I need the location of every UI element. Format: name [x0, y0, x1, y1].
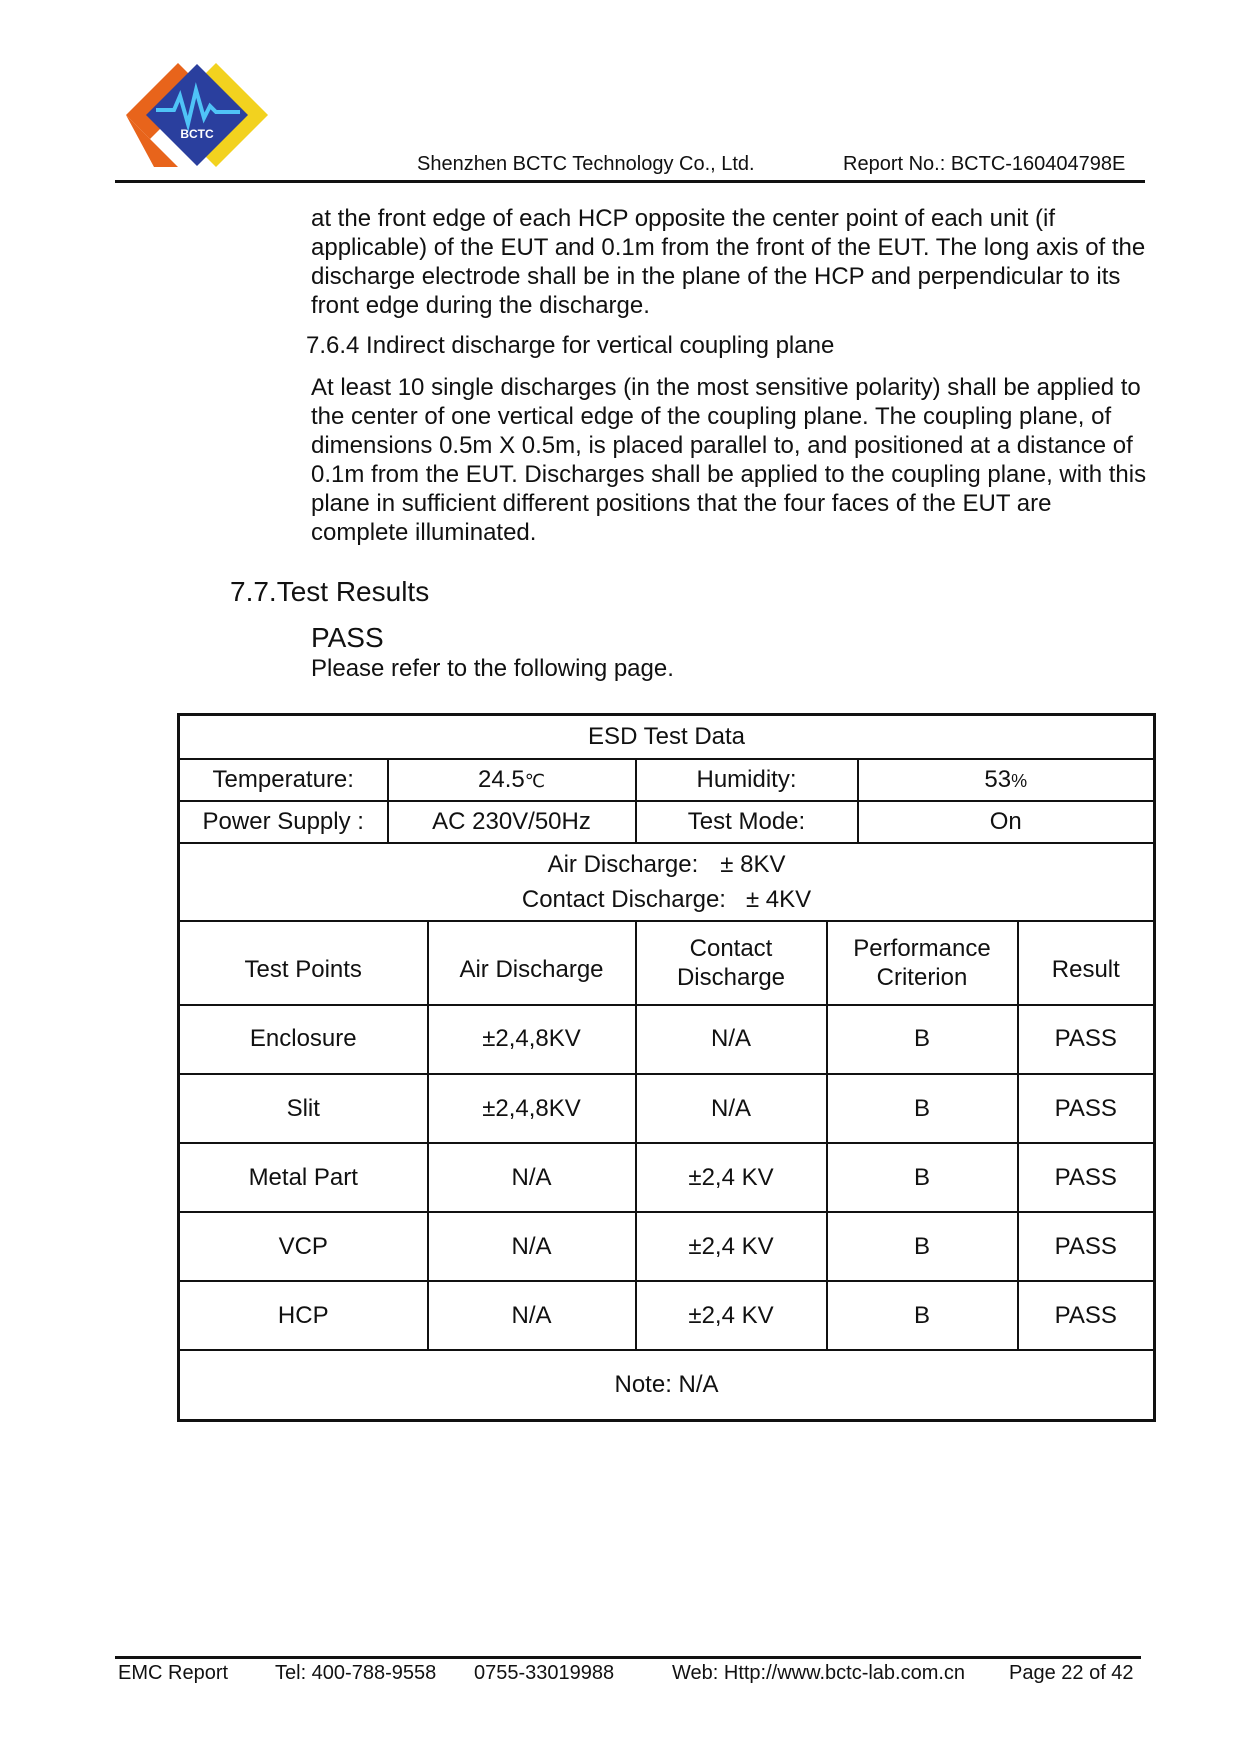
- contact-discharge-label: Contact Discharge:: [521, 885, 726, 913]
- bctc-logo: [116, 58, 278, 172]
- footer-tel-2: 0755-33019988: [474, 1662, 615, 1684]
- esd-test-data-table: [177, 713, 1156, 1422]
- air-discharge: ±2,4,8KV: [428, 1005, 636, 1074]
- performance-criterion: B: [827, 1281, 1018, 1350]
- test-point: Slit: [179, 1074, 428, 1143]
- result: PASS: [1018, 1005, 1155, 1074]
- footer-divider: [115, 1656, 1141, 1659]
- col-header-performance-criterion: [827, 921, 1018, 1005]
- humidity-value: 53: [984, 765, 1012, 793]
- contact-discharge: ±2,4 KV: [636, 1281, 827, 1350]
- test-result-pass: PASS: [311, 622, 384, 653]
- subsection-heading: 7.6.4 Indirect discharge for vertical coupling plane: [306, 332, 835, 359]
- table-note: Note: N/A: [179, 1350, 1155, 1420]
- contact-discharge: N/A: [636, 1074, 827, 1143]
- temperature-value: 24.5: [478, 765, 525, 793]
- paragraph-vcp: At least 10 single discharges (in the most sensitive polarity) shall be applied to the center of one vertical edge of the coupling plane. The coupling plane, of dimensions 0.5m X 0.5m, is placed parallel to, and positioned at a distance of 0.1m from the EUT. Discharges shall be applied to the coupling plane, with this plane in sufficient different positions that the four faces of the EUT are complete illuminated.: [311, 374, 1147, 546]
- test-point: Metal Part: [179, 1143, 428, 1212]
- power-supply-label: Power Supply :: [179, 801, 388, 843]
- col-header-test-points: Test Points: [179, 921, 428, 1005]
- footer-tel: Tel: 400-788-9558: [275, 1662, 437, 1684]
- discharge-levels: [179, 843, 1155, 921]
- result: PASS: [1018, 1281, 1155, 1350]
- air-discharge-value: ± 8KV: [720, 850, 786, 878]
- report-number: Report No.: BCTC-160404798E: [843, 153, 1126, 175]
- air-discharge: N/A: [428, 1212, 636, 1281]
- contact-discharge-value: ± 4KV: [745, 885, 812, 913]
- table-row: [179, 1005, 1155, 1074]
- footer-report-type: EMC Report: [118, 1662, 229, 1684]
- temperature-unit: ℃: [524, 770, 545, 791]
- section-heading: 7.7.Test Results: [230, 576, 430, 607]
- col-header-contact-discharge: [636, 921, 827, 1005]
- col-header-air-discharge: Air Discharge: [428, 921, 636, 1005]
- performance-criterion: B: [827, 1212, 1018, 1281]
- table-row: [179, 1212, 1155, 1281]
- paragraph-hcp-continuation: at the front edge of each HCP opposite the center point of each unit (if applicable) of the EUT and 0.1m from the front of the EUT. The long axis of the discharge electrode shall be in the plane of the HCP and perpendicular to its front edge during the discharge.: [311, 205, 1146, 319]
- temperature-cell: [388, 759, 636, 801]
- table-row: [179, 1281, 1155, 1350]
- table-row: [179, 1143, 1155, 1212]
- table-row: [179, 1074, 1155, 1143]
- air-discharge: ±2,4,8KV: [428, 1074, 636, 1143]
- col-header-contact-line1: Contact: [689, 934, 773, 962]
- test-mode-label: Test Mode:: [636, 801, 858, 843]
- logo-text: BCTC: [180, 127, 214, 141]
- col-header-perf-line2: Criterion: [876, 963, 968, 991]
- air-discharge: N/A: [428, 1143, 636, 1212]
- humidity-cell: [858, 759, 1155, 801]
- air-discharge-label: Air Discharge:: [547, 850, 699, 878]
- humidity-label: Humidity:: [636, 759, 858, 801]
- contact-discharge: ±2,4 KV: [636, 1143, 827, 1212]
- performance-criterion: B: [827, 1005, 1018, 1074]
- air-discharge: N/A: [428, 1281, 636, 1350]
- temperature-label: Temperature:: [179, 759, 388, 801]
- test-point: HCP: [179, 1281, 428, 1350]
- table-title: ESD Test Data: [179, 715, 1155, 759]
- col-header-contact-line2: Discharge: [676, 963, 786, 991]
- contact-discharge: ±2,4 KV: [636, 1212, 827, 1281]
- footer-page-number: Page 22 of 42: [1009, 1662, 1134, 1684]
- result: PASS: [1018, 1143, 1155, 1212]
- result: PASS: [1018, 1212, 1155, 1281]
- footer-web: Web: Http://www.bctc-lab.com.cn: [672, 1662, 966, 1684]
- refer-text: Please refer to the following page.: [311, 655, 674, 682]
- col-header-perf-line1: Performance: [853, 934, 991, 962]
- test-point: Enclosure: [179, 1005, 428, 1074]
- power-supply-value: AC 230V/50Hz: [388, 801, 636, 843]
- test-point: VCP: [179, 1212, 428, 1281]
- performance-criterion: B: [827, 1074, 1018, 1143]
- contact-discharge: N/A: [636, 1005, 827, 1074]
- performance-criterion: B: [827, 1143, 1018, 1212]
- result: PASS: [1018, 1074, 1155, 1143]
- test-mode-value: On: [858, 801, 1155, 843]
- humidity-unit: %: [1011, 770, 1028, 791]
- header-divider: [115, 180, 1145, 183]
- col-header-result: Result: [1018, 921, 1155, 1005]
- company-name: Shenzhen BCTC Technology Co., Ltd.: [417, 153, 755, 175]
